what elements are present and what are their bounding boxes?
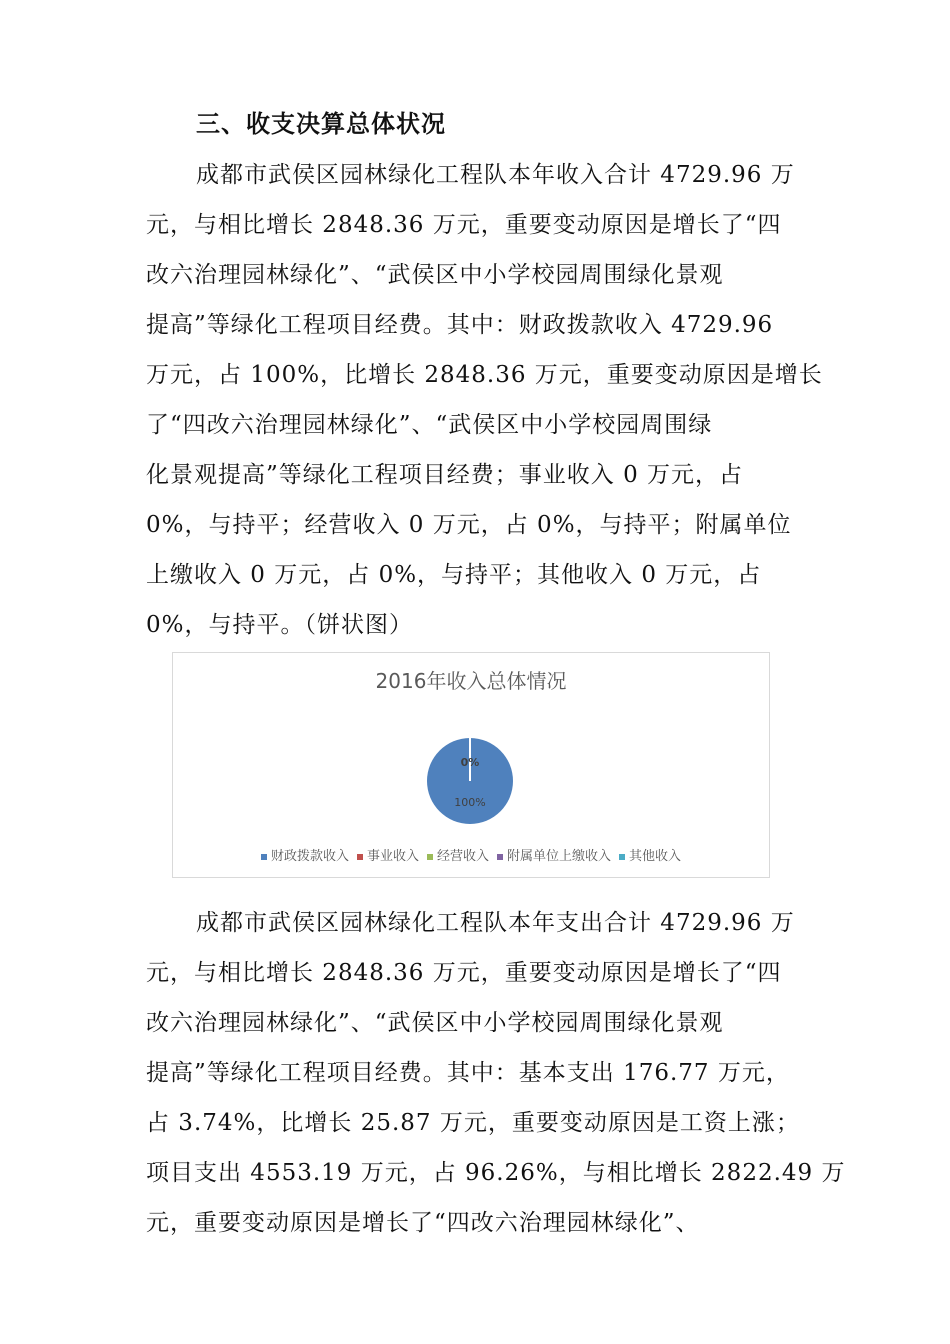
- legend-entry: [619, 845, 681, 864]
- text-line: 0%，与持平；经营收入 0 万元，占 0%，与持平；附属单位: [146, 512, 792, 538]
- pie-svg: [173, 653, 769, 877]
- text-line: 上缴收入 0 万元，占 0%，与持平；其他收入 0 万元，占: [146, 562, 762, 588]
- legend-entry: [427, 845, 489, 864]
- legend-entry: [261, 845, 349, 864]
- legend-swatch: [497, 854, 503, 860]
- text-line: 元，重要变动原因是增长了“四改六治理园林绿化”、: [146, 1210, 700, 1236]
- text-line: 了“四改六治理园林绿化”、“武侯区中小学校园周围绿: [146, 412, 713, 438]
- text-line: 万元，占 100%，比增长 2848.36 万元，重要变动原因是增长: [146, 362, 823, 388]
- text-line: 改六治理园林绿化”、“武侯区中小学校园周围绿化景观: [146, 1010, 724, 1036]
- legend-label: 其他收入: [629, 849, 682, 864]
- text-line: 改六治理园林绿化”、“武侯区中小学校园周围绿化景观: [146, 262, 724, 288]
- text-line: 成都市武侯区园林绿化工程队本年支出合计 4729.96 万: [196, 910, 795, 936]
- legend-swatch: [427, 854, 433, 860]
- text-line: 提高”等绿化工程项目经费。其中：基本支出 176.77 万元，: [146, 1060, 790, 1086]
- text-line: 占 3.74%，比增长 25.87 万元，重要变动原因是工资上涨；: [146, 1110, 800, 1136]
- text-line: 元，与相比增长 2848.36 万元，重要变动原因是增长了“四: [146, 212, 782, 238]
- legend-label: 经营收入: [436, 849, 489, 864]
- legend-label: 财政拨款收入: [270, 849, 349, 864]
- legend-label: 附属单位上缴收入: [507, 849, 612, 864]
- legend-swatch: [357, 854, 363, 860]
- text-line: 元，与相比增长 2848.36 万元，重要变动原因是增长了“四: [146, 960, 782, 986]
- income-pie-chart: [172, 652, 770, 878]
- text-line: 项目支出 4553.19 万元，占 96.26%，与相比增长 2822.49 万: [146, 1160, 846, 1186]
- chart-title: 2016年收入总体情况: [375, 669, 567, 693]
- data-label: 100%: [454, 796, 486, 809]
- chart-legend: [173, 845, 769, 864]
- text-line: 提高”等绿化工程项目经费。其中：财政拨款收入 4729.96: [146, 312, 774, 338]
- section-heading: 三、收支决算总体状况: [196, 110, 446, 138]
- text-line: 0%，与持平。（饼状图）: [146, 612, 413, 638]
- text-line: 化景观提高”等绿化工程项目经费；事业收入 0 万元，占: [146, 462, 744, 488]
- legend-entry: [497, 845, 611, 864]
- legend-label: 事业收入: [366, 849, 419, 864]
- legend-swatch: [619, 854, 625, 860]
- text-line: 成都市武侯区园林绿化工程队本年收入合计 4729.96 万: [196, 162, 795, 188]
- legend-swatch: [261, 854, 267, 860]
- data-label: 0%: [460, 756, 480, 769]
- legend-entry: [357, 845, 419, 864]
